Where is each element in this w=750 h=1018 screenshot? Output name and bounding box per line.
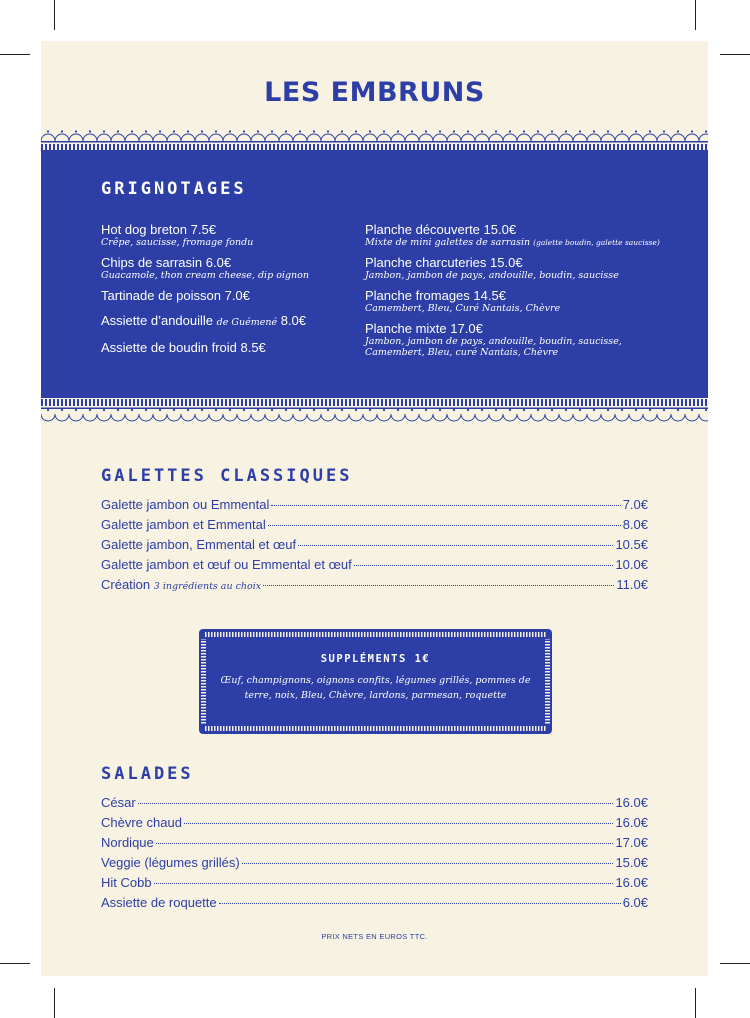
list-item	[101, 497, 648, 517]
leader-dots	[219, 903, 621, 904]
item-label-text: Création	[101, 577, 151, 592]
item-name	[101, 313, 351, 330]
item-price: 8.0€	[280, 313, 307, 328]
item-label: Nordique	[101, 835, 154, 850]
item-name: Planche découverte 15.0€	[365, 222, 517, 237]
item-label: Galette jambon et Emmental	[101, 517, 266, 532]
item-price: 10.5€	[615, 537, 648, 552]
item-price: 17.0€	[615, 835, 648, 850]
menu-item	[365, 222, 685, 248]
supplements-box	[199, 629, 552, 734]
item-label: Assiette de roquette	[101, 895, 217, 910]
item-price: 16.0€	[615, 795, 648, 810]
item-price: 10.0€	[615, 557, 648, 572]
list-item	[101, 577, 648, 597]
supplements-title: SUPPLÉMENTS 1€	[320, 653, 431, 665]
list-item	[101, 835, 648, 855]
top-scallop-border	[41, 129, 708, 151]
item-name: Planche fromages 14.5€	[365, 288, 506, 303]
salades-list	[101, 795, 648, 915]
menu-page	[41, 41, 708, 976]
crop-mark	[720, 54, 750, 55]
list-item	[101, 795, 648, 815]
item-description: Jambon, jambon de pays, andouille, boudin, saucisse	[365, 270, 619, 281]
crop-mark	[54, 988, 55, 1018]
item-price: 6.0€	[622, 895, 648, 910]
list-item	[101, 895, 648, 915]
item-label: Hit Cobb	[101, 875, 152, 890]
leader-dots	[298, 545, 613, 546]
item-price: 16.0€	[615, 815, 648, 830]
crop-mark	[695, 988, 696, 1018]
item-description: Guacamole, thon cream cheese, dip oignon	[101, 270, 309, 281]
bottom-scallop-border	[41, 398, 708, 422]
item-label: Galette jambon et œuf ou Emmental et œuf	[101, 557, 352, 572]
item-label: Chèvre chaud	[101, 815, 182, 830]
price-footnote: PRIX NETS EN EUROS TTC.	[321, 932, 428, 941]
grignotages-section	[41, 150, 708, 398]
item-name: Planche charcuteries 15.0€	[365, 255, 523, 270]
item-price: 16.0€	[615, 875, 648, 890]
item-name: Planche mixte 17.0€	[365, 321, 483, 336]
grignotages-left-column	[101, 222, 351, 365]
item-label: Galette jambon ou Emmental	[101, 497, 270, 512]
menu-item	[101, 340, 351, 355]
menu-item	[365, 321, 685, 358]
section-title-salades: SALADES	[101, 764, 194, 784]
crop-mark	[54, 0, 55, 30]
item-description: Jambon, jambon de pays, andouille, boudin, saucisse, Camembert, Bleu, curé Nantais, Chèvre	[365, 336, 622, 358]
list-item	[101, 855, 648, 875]
item-price: 11.0€	[616, 577, 648, 592]
list-item	[101, 517, 648, 537]
item-label: Veggie (légumes grillés)	[101, 855, 240, 870]
menu-item	[101, 313, 351, 330]
leader-dots	[138, 803, 614, 804]
menu-item	[101, 222, 351, 248]
item-price: 8.0€	[622, 517, 648, 532]
list-item	[101, 557, 648, 577]
item-price: 7.0€	[622, 497, 648, 512]
list-item	[101, 537, 648, 557]
item-origin-note: de Guémené	[216, 317, 278, 328]
list-item	[101, 815, 648, 835]
menu-item	[365, 255, 685, 281]
leader-dots	[354, 565, 614, 566]
item-name: Hot dog breton 7.5€	[101, 222, 216, 237]
leader-dots	[242, 863, 614, 864]
menu-item	[365, 288, 685, 314]
item-name: Tartinade de poisson 7.0€	[101, 288, 250, 303]
crop-mark	[0, 963, 30, 964]
item-description: Crêpe, saucisse, fromage fondu	[101, 237, 254, 248]
item-description	[365, 237, 685, 248]
item-name: Assiette de boudin froid 8.5€	[101, 340, 266, 355]
crop-mark	[720, 963, 750, 964]
item-label	[101, 577, 261, 592]
item-label: César	[101, 795, 136, 810]
item-note: 3 ingrédients au choix	[153, 581, 262, 592]
item-description-note: (galette boudin, galette saucisse)	[533, 238, 660, 247]
leader-dots	[271, 505, 620, 506]
galettes-list	[101, 497, 648, 597]
item-description: Camembert, Bleu, Curé Nantais, Chèvre	[365, 303, 561, 314]
leader-dots	[268, 525, 621, 526]
list-item	[101, 875, 648, 895]
crop-mark	[0, 54, 30, 55]
leader-dots	[154, 883, 614, 884]
menu-item	[101, 255, 351, 281]
supplements-list: Œuf, champignons, oignons confits, légumes grillés, pommes de terre, noix, Bleu, Chèvre, lardons, parmesan, roquette	[220, 675, 531, 701]
item-description-text: Mixte de mini galettes de sarrasin	[365, 237, 531, 248]
leader-dots	[263, 585, 614, 586]
item-label: Galette jambon, Emmental et œuf	[101, 537, 297, 552]
crop-mark	[695, 0, 696, 30]
leader-dots	[156, 843, 614, 844]
item-name-part: Assiette d’andouille	[101, 313, 214, 328]
section-title-grignotages: GRIGNOTAGES	[101, 179, 247, 199]
section-title-galettes: GALETTES CLASSIQUES	[101, 466, 353, 486]
leader-dots	[184, 823, 614, 824]
brand-logo: LES EMBRUNS	[264, 77, 485, 108]
grignotages-right-column	[365, 222, 685, 365]
menu-item	[101, 288, 351, 303]
item-name: Chips de sarrasin 6.0€	[101, 255, 232, 270]
item-price: 15.0€	[615, 855, 648, 870]
